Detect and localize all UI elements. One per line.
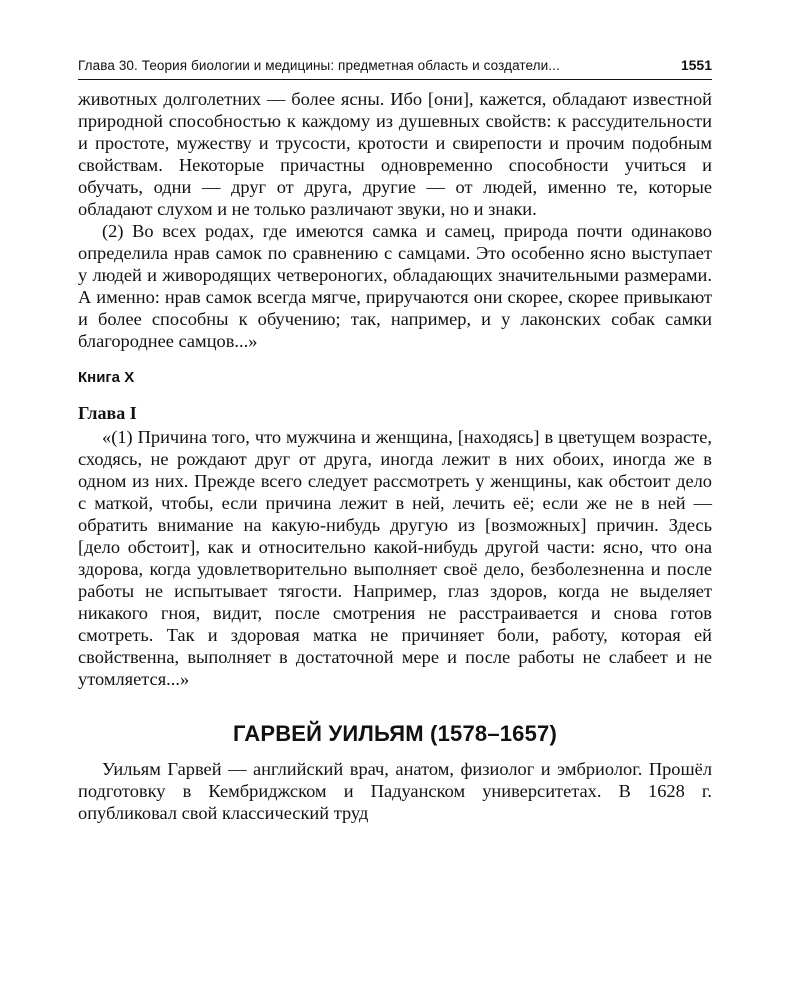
chapter-running-title: Глава 30. Теория биологии и медицины: предметная область и создатели... [78,58,560,73]
paragraph-3: «(1) Причина того, что мужчина и женщина, [находясь] в цветущем возрасте, сходясь, не рождают друг от друга, иногда лежит в них обоих, иногда же в одном из них. Прежде всего следует рассмотреть у женщины, как обстоит дело с маткой, чтобы, если причина лежит в ней, лечить её; если же не в ней — обратить внимание на какую-нибудь другую из [возможных] причин. Здесь [дело обстоит], как и относительно какой-нибудь другой части: ясно, что она здорова, когда удовлетворительно выполняет своё дело, безболезненна и после работы не испытывает тягости. Например, глаз здоров, когда не выделяет никакого гноя, видит, после смотрения не расстраивается и снова готов смотреть. Так и здоровая матка не причиняет боли, работу, которая ей свойственна, выполняет в достаточной мере и после работы не слабеет и не утомляется...» [78,427,712,689]
paragraph-2: (2) Во всех родах, где имеются самка и самец, природа почти одинаково определила нрав самок по сравнению с самцами. Это особенно ясно выступает у людей и живородящих четвероногих, обладающих значительными размерами. А именно: нрав самок всегда мягче, приручаются они скорее, скорее привыкают и более способны к обучению; так, например, и у лаконских собак самки благороднее самцов...» [78,221,712,351]
paragraph-4: Уильям Гарвей — английский врач, анатом, физиолог и эмбриолог. Прошёл подготовку в Кембриджском и Падуанском университетах. В 1628 г. опубликовал свой классический труд [78,759,712,823]
paragraph-continued: животных долголетних — более ясны. Ибо [они], кажется, обладают известной природной способностью к каждому из душевных свойств: к рассудительности и простоте, мужеству и трусости, кротости и свирепости и прочим подобным свойствам. Некоторые причастны одновременно способности учиться и обучать, одни — друг от друга, другие — от людей, именно те, которые обладают слухом и не только различают звуки, но и знаки. [78,89,712,219]
chapter-heading: Глава I [78,403,137,423]
book-page [78,56,712,824]
page-number: 1551 [680,57,712,73]
book-heading: Книга X [78,369,135,386]
running-header [78,56,712,80]
section-title: ГАРВЕЙ УИЛЬЯМ (1578–1657) [232,721,558,746]
